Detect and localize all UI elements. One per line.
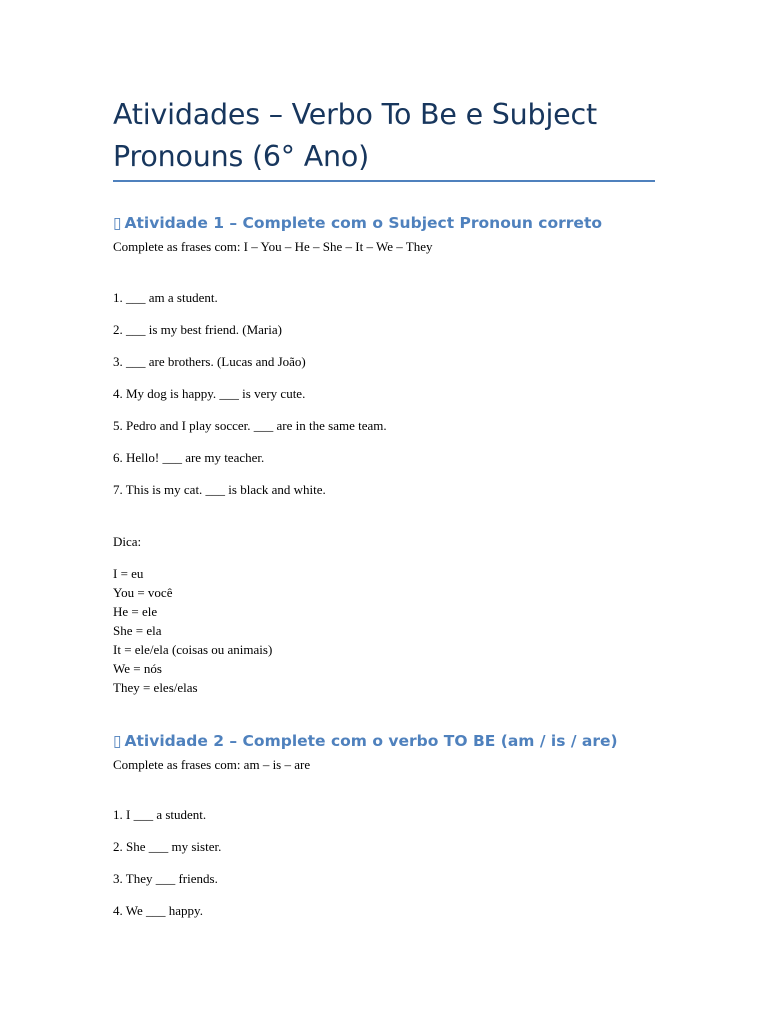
activity2-heading xyxy=(113,731,618,751)
title-underline xyxy=(113,180,655,182)
activity2-instruction: Complete as frases com: am – is – are xyxy=(113,757,311,772)
activity1-heading xyxy=(113,213,602,233)
missing-glyph-icon: ▯ xyxy=(113,732,122,750)
activity1-item-4: 4. My dog is happy. ___ is very cute. xyxy=(113,386,306,401)
tip-line: He = ele xyxy=(113,604,158,619)
activity1-instruction: Complete as frases com: I – You – He – She – It – We – They xyxy=(113,239,433,254)
tip-line: They = eles/elas xyxy=(113,680,198,695)
activity1-item-5: 5. Pedro and I play soccer. ___ are in the same team. xyxy=(113,418,387,433)
tip-line: She = ela xyxy=(113,623,162,638)
tip-label: Dica: xyxy=(113,534,142,549)
activity1-heading-text: Atividade 1 – Complete com o Subject Pronoun correto xyxy=(124,214,603,232)
activity1-item-2: 2. ___ is my best friend. (Maria) xyxy=(113,322,282,337)
tip-line: It = ele/ela (coisas ou animais) xyxy=(113,642,273,657)
tip-line: I = eu xyxy=(113,566,144,581)
tip-line: You = você xyxy=(113,585,173,600)
activity2-item-4: 4. We ___ happy. xyxy=(113,903,203,918)
page-title: Atividades – Verbo To Be e Subject Pronouns (6° Ano) xyxy=(113,98,597,173)
activity2-item-3: 3. They ___ friends. xyxy=(113,871,218,886)
activity1-item-6: 6. Hello! ___ are my teacher. xyxy=(113,450,265,465)
activity2-heading-text: Atividade 2 – Complete com o verbo TO BE (am / is / are) xyxy=(124,732,618,750)
activity1-item-3: 3. ___ are brothers. (Lucas and João) xyxy=(113,354,306,369)
activity1-item-7: 7. This is my cat. ___ is black and white. xyxy=(113,482,326,497)
activity2-item-2: 2. She ___ my sister. xyxy=(113,839,222,854)
missing-glyph-icon: ▯ xyxy=(113,214,122,232)
activity2-item-1: 1. I ___ a student. xyxy=(113,807,207,822)
activity1-item-1: 1. ___ am a student. xyxy=(113,290,218,305)
tip-line: We = nós xyxy=(113,661,162,676)
